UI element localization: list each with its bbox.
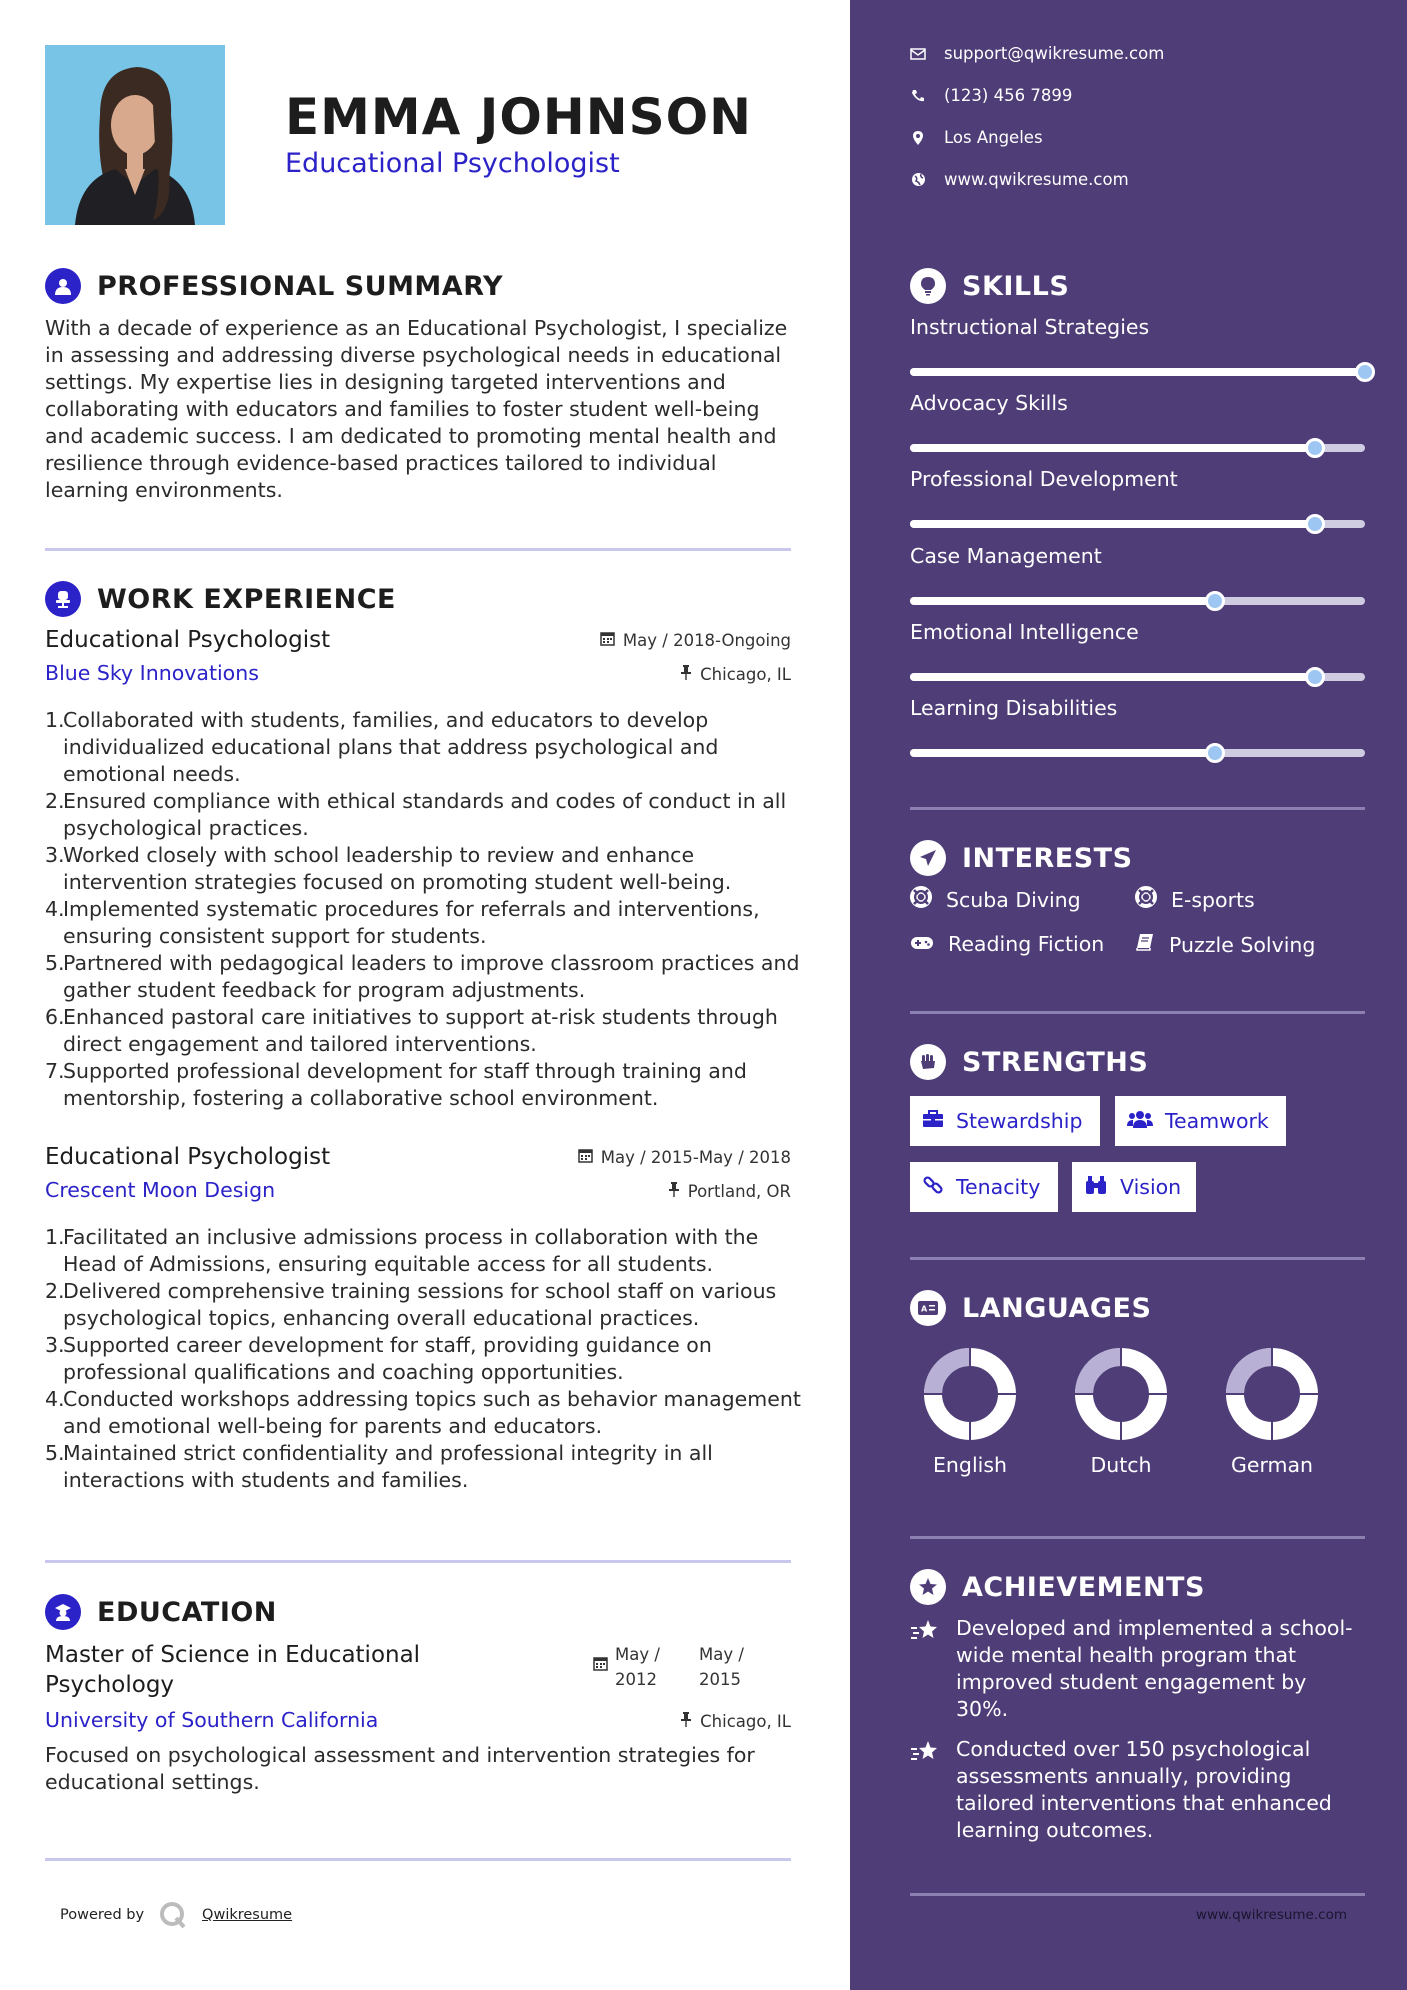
job-location	[668, 1182, 791, 1201]
skill-bar-knob	[1355, 362, 1375, 382]
lightbulb-icon	[910, 268, 946, 304]
mail-icon	[910, 46, 926, 62]
skill-bar-knob	[1305, 438, 1325, 458]
skill-bar	[910, 673, 1365, 681]
powered-by	[60, 1900, 292, 1930]
education-entry	[45, 1640, 791, 1796]
skill-item	[910, 467, 1365, 491]
skill-bar	[910, 444, 1365, 452]
contact-phone[interactable]	[910, 86, 1072, 105]
skill-bar	[910, 749, 1365, 757]
website-text: www.qwikresume.com	[944, 170, 1129, 189]
list-item: 5. Maintained strict confidentiality and professional integrity in all interactions with students and families.	[45, 1441, 713, 1492]
school: University of Southern California	[45, 1708, 379, 1732]
summary-title: PROFESSIONAL SUMMARY	[97, 270, 504, 302]
calendar-icon	[600, 631, 615, 650]
skill-item	[910, 696, 1365, 720]
education-location-text: Chicago, IL	[700, 1712, 791, 1731]
achievement-text: Conducted over 150 psychological assessments annually, providing tailored interventions that enhanced learning outcomes.	[956, 1737, 1332, 1842]
job-bullets	[45, 1224, 805, 1494]
divider	[45, 1560, 791, 1563]
strength-label: Teamwork	[1165, 1109, 1269, 1133]
skill-label: Advocacy Skills	[910, 391, 1068, 415]
language-label: German	[1230, 1453, 1314, 1477]
email-text: support@qwikresume.com	[944, 44, 1165, 63]
divider	[910, 1011, 1365, 1014]
link-icon	[922, 1174, 944, 1201]
strengths-title: STRENGTHS	[962, 1046, 1149, 1078]
list-item: 3. Supported career development for staff, providing guidance on professional qualifications and coaching opportunities.	[45, 1333, 712, 1384]
degree: Master of Science in Educational Psychology	[45, 1642, 421, 1698]
languages-heading	[910, 1290, 1151, 1326]
contact-email[interactable]	[910, 44, 1164, 63]
job-date	[600, 631, 791, 650]
job-bullets	[45, 707, 805, 1112]
candidate-role: Educational Psychologist	[285, 148, 620, 179]
globe-icon	[910, 172, 926, 188]
phone-text: (123) 456 7899	[944, 86, 1073, 105]
location-icon	[910, 130, 926, 146]
list-item: 4. Implemented systematic procedures for referrals and interventions, ensuring consistent support for students.	[45, 897, 760, 948]
job-date-text: May / 2015-May / 2018	[600, 1148, 791, 1167]
paper-plane-icon	[910, 840, 946, 876]
achievement-text: Developed and implemented a school-wide mental health program that improved student engagement by 30%.	[956, 1616, 1353, 1721]
sidebar	[850, 0, 1407, 1990]
strength-label: Tenacity	[956, 1175, 1041, 1199]
education-heading	[45, 1594, 277, 1630]
divider	[910, 807, 1365, 810]
pin-icon	[680, 665, 692, 684]
contact-location	[910, 128, 1043, 147]
language-item	[1056, 1345, 1186, 1477]
gamepad-icon	[910, 932, 934, 956]
qwikresume-link[interactable]: Qwikresume	[202, 1907, 293, 1923]
skill-item	[910, 620, 1365, 644]
briefcase-icon	[922, 1109, 944, 1134]
strength-tag	[910, 1162, 1058, 1212]
interest-item	[910, 886, 1081, 913]
list-item: 7. Supported professional development for staff through training and mentorship, fostering a collaborative school environment.	[45, 1059, 747, 1110]
education-description: Focused on psychological assessment and intervention strategies for educational settings.	[45, 1743, 755, 1794]
education-title: EDUCATION	[97, 1596, 277, 1628]
skill-bar-knob	[1305, 514, 1325, 534]
language-ring	[1072, 1345, 1170, 1443]
strengths-heading	[910, 1044, 1148, 1080]
interest-item	[1135, 932, 1315, 957]
interest-item	[1135, 886, 1255, 913]
job-title: Educational Psychologist	[45, 1144, 331, 1170]
binoculars-icon	[1084, 1175, 1108, 1200]
lifebuoy-icon	[910, 886, 932, 913]
language-label: Dutch	[1090, 1453, 1152, 1477]
language-item	[905, 1345, 1035, 1477]
calendar-icon	[578, 1148, 593, 1167]
end-date: May / 2015	[699, 1645, 744, 1689]
divider	[910, 1536, 1365, 1539]
qwikresume-logo-icon	[158, 1900, 188, 1930]
interest-label: Reading Fiction	[948, 932, 1105, 956]
strength-tag	[1115, 1096, 1286, 1146]
achievement-item	[910, 1615, 1365, 1723]
user-icon	[45, 268, 81, 304]
skill-bar-knob	[1205, 743, 1225, 763]
skill-label: Emotional Intelligence	[910, 620, 1139, 644]
star-icon	[910, 1736, 942, 1844]
skill-bar-knob	[1305, 667, 1325, 687]
divider	[910, 1893, 1365, 1896]
footer-site[interactable]: www.qwikresume.com	[1195, 1907, 1347, 1923]
fist-icon	[910, 1044, 946, 1080]
skill-bar	[910, 520, 1365, 528]
job-date	[578, 1148, 791, 1167]
phone-icon	[910, 88, 926, 104]
language-ring	[921, 1345, 1019, 1443]
language-icon	[910, 1290, 946, 1326]
location-text: Los Angeles	[944, 128, 1043, 147]
skills-heading	[910, 268, 1069, 304]
language-item	[1207, 1345, 1337, 1477]
list-item: 3. Worked closely with school leadership to review and enhance intervention strategies focused on promoting student well-being.	[45, 843, 732, 894]
job-company: Crescent Moon Design	[45, 1178, 276, 1202]
job-location-text: Chicago, IL	[700, 665, 791, 684]
interest-label: Puzzle Solving	[1169, 932, 1316, 957]
start-date: May / 2012	[615, 1645, 660, 1689]
skill-bar-fill	[910, 444, 1315, 452]
list-item: 4. Conducted workshops addressing topics such as behavior management and emotional well-being for parents and educators.	[45, 1387, 801, 1438]
star-badge-icon	[910, 1569, 946, 1605]
skill-bar-fill	[910, 597, 1215, 605]
experience-heading	[45, 581, 396, 617]
skill-bar-fill	[910, 673, 1315, 681]
skill-bar	[910, 368, 1365, 376]
achievements-heading	[910, 1569, 1205, 1605]
strength-label: Stewardship	[956, 1109, 1083, 1133]
chair-icon	[45, 581, 81, 617]
summary-heading	[45, 268, 503, 304]
achievement-item	[910, 1736, 1365, 1844]
skill-item	[910, 315, 1365, 339]
list-item: 2. Ensured compliance with ethical standards and codes of conduct in all psychological practices.	[45, 789, 787, 840]
job-entry	[45, 1144, 801, 1492]
skill-label: Case Management	[910, 544, 1102, 568]
interest-item	[910, 932, 1104, 956]
book-icon	[1135, 932, 1155, 957]
skill-bar-knob	[1205, 591, 1225, 611]
list-item: 1. Collaborated with students, families, and educators to develop individualized educational plans that address psychological and emotional needs.	[45, 708, 719, 786]
skill-label: Learning Disabilities	[910, 696, 1118, 720]
skill-label: Instructional Strategies	[910, 315, 1150, 339]
job-company: Blue Sky Innovations	[45, 661, 259, 685]
star-icon	[910, 1615, 942, 1723]
pin-icon	[668, 1182, 680, 1201]
strength-tag	[1072, 1162, 1196, 1212]
skill-bar	[910, 597, 1365, 605]
contact-website[interactable]	[910, 170, 1129, 189]
list-item: 1. Facilitated an inclusive admissions process in collaboration with the Head of Admissions, ensuring equitable access for all students.	[45, 1225, 759, 1276]
users-icon	[1127, 1109, 1153, 1134]
skill-item	[910, 544, 1365, 568]
divider	[910, 1257, 1365, 1260]
calendar-icon	[593, 1656, 608, 1675]
svg-text:A: A	[921, 1304, 928, 1314]
interests-title: INTERESTS	[962, 842, 1133, 874]
job-entry	[45, 627, 800, 1110]
list-item: 5. Partnered with pedagogical leaders to improve classroom practices and gather student feedback for program adjustments.	[45, 951, 800, 1002]
interests-heading	[910, 840, 1133, 876]
interest-label: E-sports	[1171, 887, 1255, 912]
education-dates	[615, 1642, 753, 1692]
achievements-title: ACHIEVEMENTS	[962, 1571, 1205, 1603]
job-location	[680, 665, 791, 684]
candidate-name: EMMA JOHNSON	[285, 88, 752, 146]
experience-title: WORK EXPERIENCE	[97, 583, 396, 615]
job-location-text: Portland, OR	[687, 1182, 791, 1201]
job-title: Educational Psychologist	[45, 627, 331, 653]
list-item: 6. Enhanced pastoral care initiatives to support at-risk students through direct engagement and tailored interventions.	[45, 1005, 778, 1056]
skill-item	[910, 391, 1365, 415]
lifebuoy-icon	[1135, 886, 1157, 913]
skill-bar-fill	[910, 520, 1315, 528]
profile-photo	[45, 45, 225, 225]
skill-bar-fill	[910, 749, 1215, 757]
skill-bar-fill	[910, 368, 1365, 376]
graduate-icon	[45, 1594, 81, 1630]
summary-text: With a decade of experience as an Educational Psychologist, I specialize in assessing and addressing diverse psychological needs in educational settings. My expertise lies in designing targeted interventions and collaborating with educators and families to foster student well-being and academic success. I am dedicated to promoting mental health and resilience through evidence-based practices tailored to individual learning environments.	[45, 316, 788, 502]
languages-title: LANGUAGES	[962, 1292, 1152, 1324]
list-item: 2. Delivered comprehensive training sessions for school staff on various psychological topics, enhancing overall educational practices.	[45, 1279, 777, 1330]
language-ring	[1223, 1345, 1321, 1443]
powered-by-label: Powered by	[60, 1907, 145, 1923]
strength-tag	[910, 1096, 1100, 1146]
skills-title: SKILLS	[962, 270, 1070, 302]
education-location	[680, 1712, 791, 1731]
skill-label: Professional Development	[910, 467, 1178, 491]
divider	[45, 1858, 791, 1861]
language-label: English	[932, 1453, 1008, 1477]
strength-label: Vision	[1120, 1175, 1182, 1199]
divider	[45, 548, 791, 551]
job-date-text: May / 2018-Ongoing	[622, 631, 791, 650]
pin-icon	[680, 1712, 692, 1731]
interest-label: Scuba Diving	[946, 887, 1081, 912]
